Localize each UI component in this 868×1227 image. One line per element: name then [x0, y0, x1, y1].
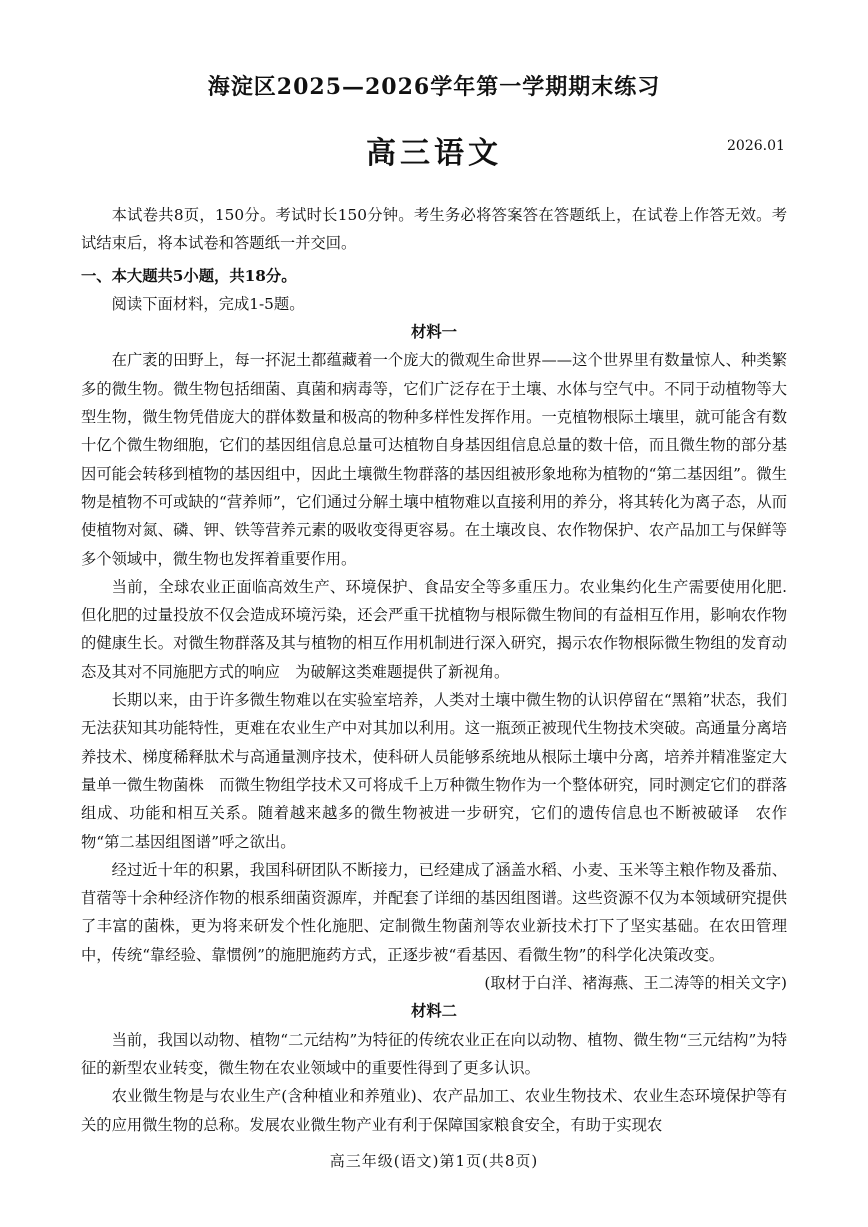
exam-date: 2026.01: [727, 138, 785, 154]
material-one-paragraph-3: 长期以来，由于许多微生物难以在实验室培养，人类对土壤中微生物的认识停留在“黑箱”状态，我们无法获知其功能特性，更难在农业生产中对其加以利用。这一瓶颈正被现代生物技术突破。高通量分离培养技术、梯度稀释肽术与高通量测序技术，使科研人员能够系统地从根际土壤中分离，培养并精准鉴定大量单一微生物菌株 而微生物组学技术又可将成千上万种微生物作为一个整体研究，同时测定它们的群落组成、功能和相互关系。随着越来越多的微生物被进一步研究，它们的遗传信息也不断被破译 农作物“第二基因组图谱”呼之欲出。: [81, 691, 787, 851]
page-footer: 高三年级(语文)第1页(共8页): [329, 1152, 539, 1170]
material-two-paragraph-2: 农业微生物是与农业生产(含种植业和养殖业)、农产品加工、农业生物技术、农业生态环境保护等有关的应用微生物的总称。发展农业微生物产业有利于保障国家粮食安全，有助于实现农: [81, 1087, 787, 1134]
material-one-paragraph-2: 当前，全球农业正面临高效生产、环境保护、食品安全等多重压力。农业集约化生产需要使用化肥.但化肥的过量投放不仅会造成环境污染，还会严重干扰植物与根际微生物间的有益相互作用，影响农作物的健康生长。对微生物群落及其与植物的相互作用机制进行深入研究，揭示农作物根际微生物组的发育动态及其对不同施肥方式的响应 为破解这类难题提供了新视角。: [81, 577, 787, 681]
material-one-paragraph-1: 在广袤的田野上，每一抔泥土都蕴藏着一个庞大的微观生命世界——这个世界里有数量惊人、种类繁多的微生物。微生物包括细菌、真菌和病毒等，它们广泛存在于土壤、水体与空气中。不同于动植物等大型生物，微生物凭借庞大的群体数量和极高的物种多样性发挥作用。一克植物根际土壤里，就可能含有数十亿个微生物细胞，它们的基因组信息总量可达植物自身基因组信息总量的数十倍，而且微生物的部分基因可能会转移到植物的基因组中，因此土壤微生物群落的基因组被形象地称为植物的“第二基因组”。微生物是植物不可或缺的“营养师”，它们通过分解土壤中植物难以直接利用的养分，将其转化为离子态，从而使植物对氮、磷、钾、铁等营养元素的吸收变得更容易。在土壤改良、农作物保护、农产品加工与保鲜等多个领域中，微生物也发挥着重要作用。: [81, 351, 787, 568]
material-one-source: (取材于白洋、褚海燕、王二涛等的相关文字): [484, 974, 787, 993]
material-two-heading: 材料二: [411, 1002, 457, 1021]
material-one-paragraph-4: 经过近十年的积累，我国科研团队不断接力，已经建成了涵盖水稻、小麦、玉米等主粮作物及番茄、苜蓿等十余种经济作物的根系细菌资源库，并配套了详细的基因组图谱。这些资源不仅为本领域研究提供了丰富的菌株，更为将来研发个性化施肥、定制微生物菌剂等农业新技术打下了坚实基础。在农田管理中，传统“靠经验、靠惯例”的施肥施药方式，正逐步被“看基因、看微生物”的科学化决策改变。: [81, 860, 787, 964]
section-title: 一、本大题共5小题，共18分。: [81, 266, 297, 285]
material-one-heading: 材料一: [411, 323, 457, 342]
exam-content: [81, 201, 787, 1139]
subject-title: 高三语文: [366, 136, 502, 171]
section-instruction: 阅读下面材料，完成1-5题。: [111, 294, 305, 313]
exam-instructions: 本试卷共8页，150分。考试时长150分钟。考生务必将答案答在答题纸上，在试卷上作答无效。考试结束后，将本试卷和答题纸一并交回。: [81, 206, 787, 253]
material-two-paragraph-1: 当前，我国以动物、植物“二元结构”为特征的传统农业正在向以动物、植物、微生物“三元结构”为特征的新型农业转变，微生物在农业领域中的重要性得到了更多认识。: [81, 1030, 787, 1077]
exam-title: 海淀区2025—2026学年第一学期期末练习: [207, 74, 661, 100]
